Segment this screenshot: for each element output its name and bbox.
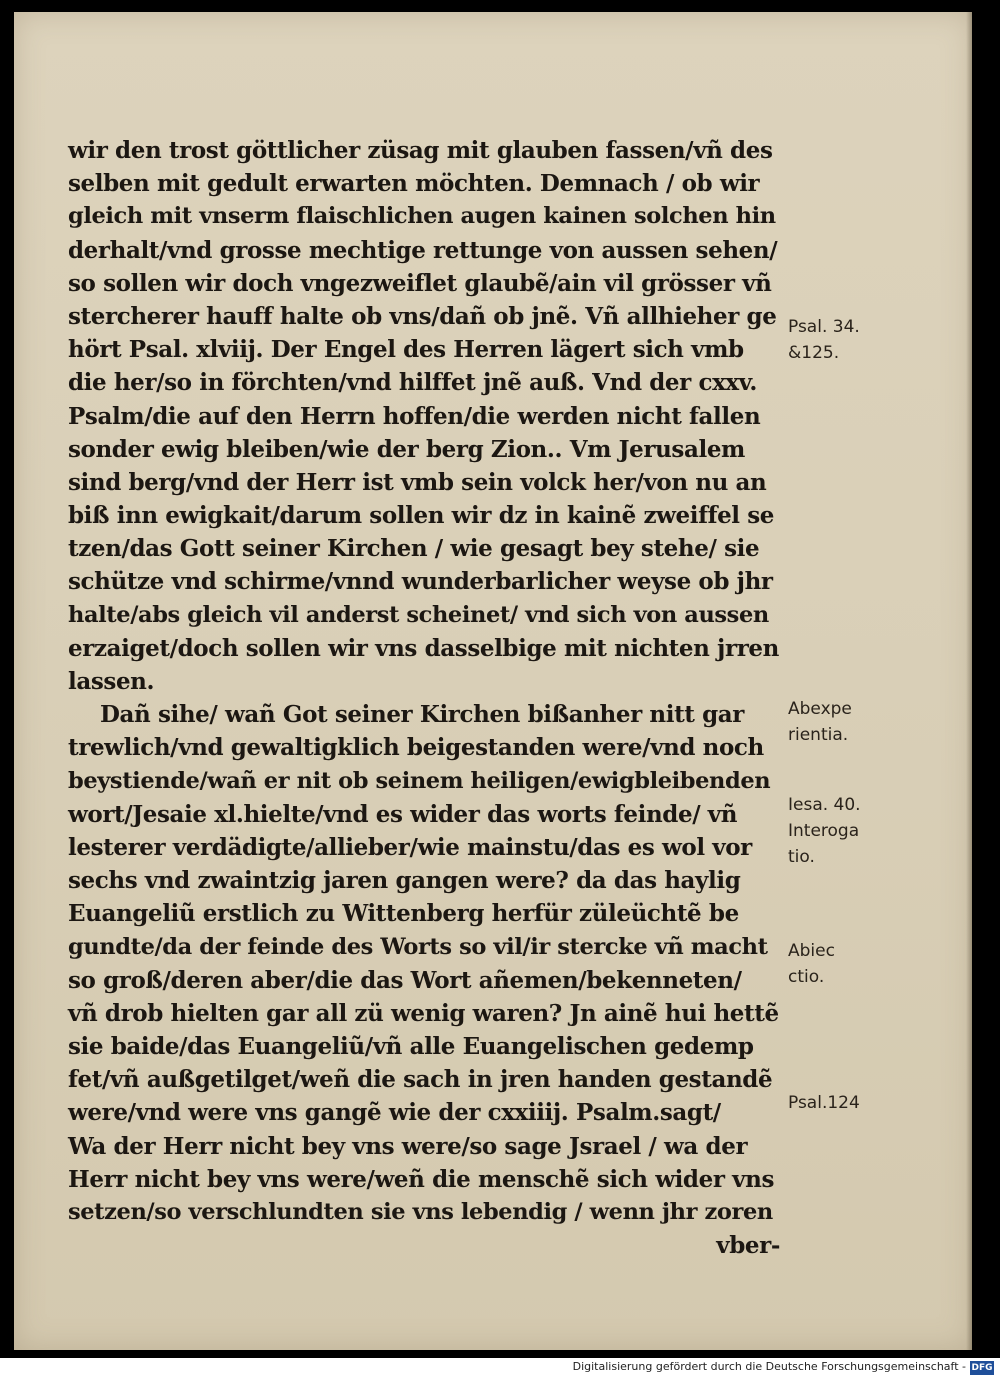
catchword: vber- — [716, 1232, 780, 1260]
text-line: wir den trost göttlicher züsag mit glauben fassen/vñ des — [68, 137, 773, 164]
text-line: hört Psal. xlviij. Der Engel des Herren lägert sich vmb — [68, 336, 744, 364]
text-line: Euangeliũ erstlich zu Wittenberg herfür züleüchtẽ be — [68, 900, 739, 928]
margin-note: Iesa. 40. — [788, 795, 861, 815]
text-line: sie baide/das Euangeliũ/vñ alle Euangelischen gedemp — [68, 1033, 754, 1061]
text-line: gleich mit vnserm flaischlichen augen kainen solchen hin — [68, 203, 776, 230]
text-line: fet/vñ außgetilget/weñ die sach in jren handen gestandẽ — [68, 1066, 773, 1094]
funding-credit: Digitalisierung gefördert durch die Deutsche Forschungsgemeinschaft - — [572, 1360, 966, 1373]
book-page — [14, 12, 972, 1350]
dfg-logo: DFG — [971, 1363, 993, 1373]
text-line: Dañ sihe/ wañ Got seiner Kirchen bißanher nitt gar — [100, 701, 745, 729]
text-line: halte/abs gleich vil anderst scheinet/ vnd sich von aussen — [68, 601, 769, 628]
text-line: so groß/deren aber/die das Wort añemen/bekenneten/ — [68, 966, 742, 994]
text-line: stercherer hauff halte ob vns/dañ ob jnẽ. Vñ allhieher ge — [68, 302, 777, 330]
text-line: so sollen wir doch vngezweiflet glaubẽ/ain vil grösser vñ — [68, 269, 772, 297]
margin-note: Psal. 34. — [788, 317, 860, 337]
text-line: setzen/so verschlundten sie vns lebendig / wenn jhr zoren — [68, 1199, 773, 1225]
margin-note: ctio. — [788, 967, 825, 987]
text-line: biß inn ewigkait/darum sollen wir dz in kainẽ zweiffel se — [68, 502, 775, 530]
text-line: erzaiget/doch sollen wir vns dasselbige mit nichten jrren — [68, 634, 779, 662]
text-line: Herr nicht bey vns were/weñ die menschẽ sich wider vns — [68, 1165, 774, 1193]
text-line: were/vnd were vns gangẽ wie der cxxiiij. Psalm.sagt/ — [68, 1099, 721, 1127]
text-line: selben mit gedult erwarten möchten. Demnach / ob wir — [68, 170, 760, 198]
margin-note: Psal.124 — [788, 1093, 860, 1113]
text-line: schütze vnd schirme/vnnd wunderbarlicher weyse ob jhr — [68, 568, 773, 596]
text-line: beystiende/wañ er nit ob seinem heiligen/ewigbleibenden — [68, 767, 771, 794]
text-line: wort/Jesaie xl.hielte/vnd es wider das worts feinde/ vñ — [68, 800, 738, 828]
margin-note: tio. — [788, 847, 815, 867]
text-line: gundte/da der feinde des Worts so vil/ir stercke vñ macht — [68, 933, 768, 960]
margin-note: Abiec — [788, 941, 835, 961]
text-line: sechs vnd zwaintzig jaren gangen were? da das haylig — [68, 867, 741, 895]
text-line: derhalt/vnd grosse mechtige rettunge von aussen sehen/ — [68, 236, 778, 264]
margin-note: Interoga — [788, 821, 860, 841]
text-line: trewlich/vnd gewaltigklich beigestanden were/vnd noch — [68, 734, 764, 762]
margin-note: rientia. — [788, 725, 849, 745]
text-line: Psalm/die auf den Herrn hoffen/die werden nicht fallen — [68, 402, 761, 430]
text-line: lesterer verdädigte/allieber/wie mainstu/das es wol vor — [68, 833, 752, 861]
page-edge-shadow — [966, 12, 972, 1350]
margin-note: Abexpe — [788, 699, 852, 719]
body-text — [68, 134, 780, 1262]
text-line: lassen. — [68, 668, 155, 695]
text-line: die her/so in förchten/vnd hilffet jnẽ auß. Vnd der cxxv. — [68, 369, 757, 397]
footer-bar — [0, 1358, 1000, 1379]
text-line: Wa der Herr nicht bey vns were/so sage Jsrael / wa der — [68, 1132, 748, 1160]
text-line: sind berg/vnd der Herr ist vmb sein volck her/von nu an — [68, 468, 767, 496]
margin-note: &125. — [788, 343, 840, 363]
text-line: vñ drob hielten gar all zü wenig waren? Jn ainẽ hui hettẽ — [68, 999, 779, 1027]
text-line: tzen/das Gott seiner Kirchen / wie gesagt bey stehe/ sie — [68, 535, 760, 563]
text-line: sonder ewig bleiben/wie der berg Zion.. Vm Jerusalem — [68, 435, 745, 463]
